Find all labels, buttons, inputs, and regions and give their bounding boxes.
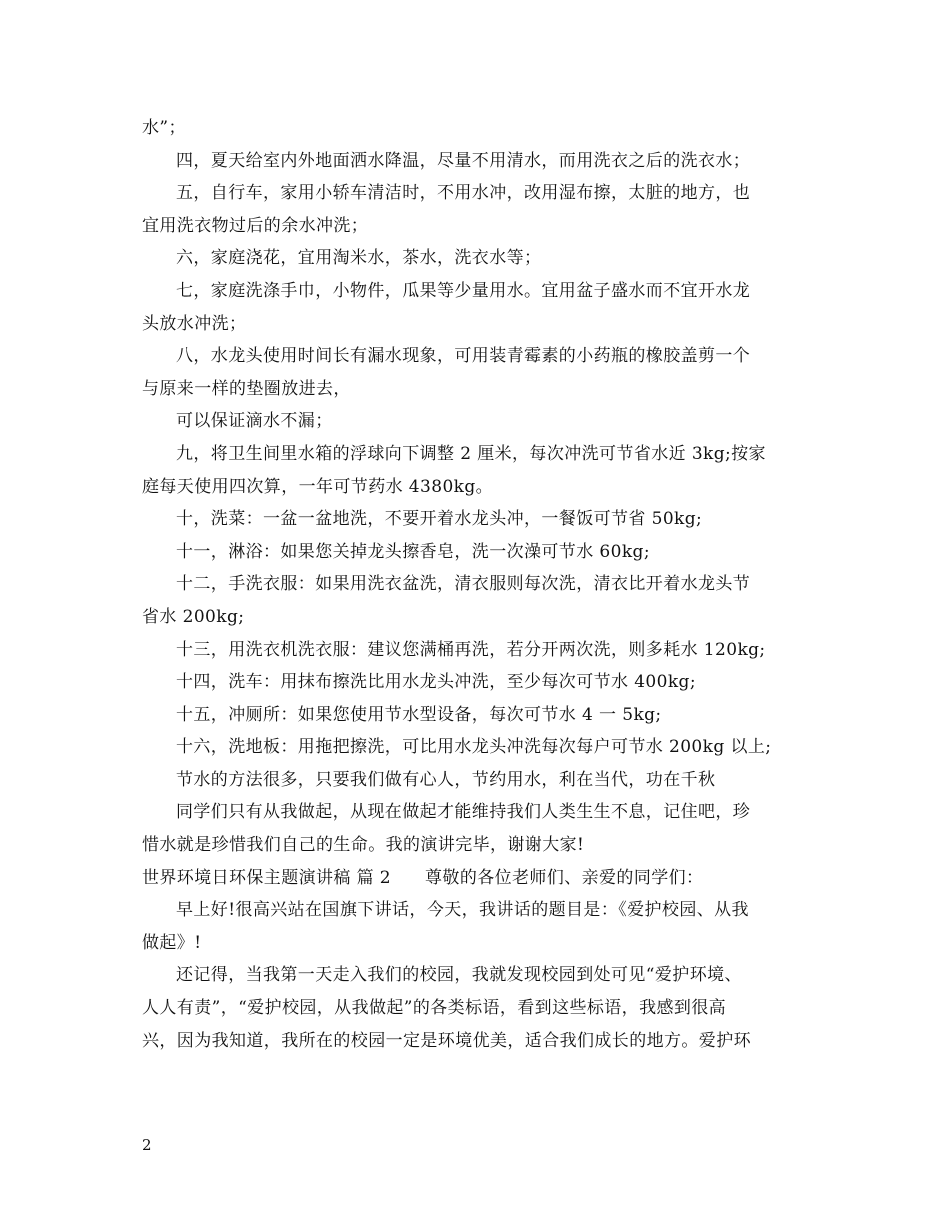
- text-line: 节水的方法很多，只要我们做有心人，节约用水，利在当代，功在千秋: [176, 769, 716, 790]
- text-line: 水”；: [142, 118, 186, 138]
- section-title-line: [142, 862, 812, 895]
- greeting-text: 尊敬的各位老师们、亲爱的同学们：: [425, 867, 704, 888]
- text-line: 十三，用洗衣机洗衣服：建议您满桶再洗，若分开两次洗，则多耗水 120kg;: [176, 639, 766, 660]
- paragraph-block: [142, 894, 812, 1057]
- text-line: 人人有责”，“爱护校园，从我做起”的各类标语，看到这些标语，我感到很高: [142, 998, 727, 1019]
- text-line: 五，自行车，家用小轿车清洁时，不用水冲，改用湿布擦，太脏的地方，也: [176, 183, 751, 204]
- text-line: 十一，淋浴：如果您关掉龙头擦香皂，洗一次澡可节水 60kg;: [176, 541, 650, 562]
- text-line: 惜水就是珍惜我们自己的生命。我的演讲完毕，谢谢大家!: [142, 835, 585, 856]
- text-line: 头放水冲洗；: [142, 313, 247, 334]
- paragraph-block: [142, 112, 812, 862]
- text-line: 七，家庭洗涤手巾，小物件，瓜果等少量用水。宜用盆子盛水而不宜开水龙: [176, 280, 751, 301]
- text-line: 十二，手洗衣服：如果用洗衣盆洗，清衣服则每次洗，清衣比开着水龙头节: [176, 574, 751, 595]
- text-line: 八，水龙头使用时间长有漏水现象，可用装青霉素的小药瓶的橡胶盖剪一个: [176, 346, 751, 367]
- text-line: 做起》!: [142, 932, 202, 953]
- text-line: 同学们只有从我做起，从现在做起才能维持我们人类生生不息，记住吧，珍: [176, 802, 751, 823]
- text-line: 庭每天使用四次算，一年可节药水 4380kg。: [142, 476, 494, 497]
- text-line: 早上好!很高兴站在国旗下讲话，今天，我讲话的题目是：《爱护校园、从我: [176, 900, 749, 921]
- text-line: 十，洗菜：一盆一盆地洗，不要开着水龙头冲，一餐饭可节省 50kg;: [176, 509, 703, 530]
- text-line: 还记得，当我第一天走入我们的校园，我就发现校园到处可见“爱护环境、: [176, 965, 742, 986]
- text-line: 与原来一样的垫圈放进去，: [142, 378, 351, 399]
- text-line: 六，家庭浇花，宜用淘米水，茶水，洗衣水等；: [176, 248, 542, 269]
- page-number: 2: [142, 1136, 152, 1154]
- text-line: 四，夏天给室内外地面洒水降温，尽量不用清水，而用洗衣之后的洗衣水；: [176, 150, 751, 171]
- text-line: 九，将卫生间里水箱的浮球向下调整 2 厘米，每次冲洗可节省水近 3kg;按家: [176, 443, 766, 464]
- text-line: 兴，因为我知道，我所在的校园一定是环境优美，适合我们成长的地方。爱护环: [142, 1030, 751, 1051]
- text-line: 省水 200kg;: [142, 606, 245, 627]
- text-line: 可以保证滴水不漏；: [176, 411, 333, 432]
- text-line: 十五，冲厕所：如果您使用节水型设备，每次可节水 4 一 5kg;: [176, 704, 662, 725]
- document-body: [142, 112, 812, 1057]
- text-line: 宜用洗衣物过后的余水冲洗；: [142, 215, 369, 236]
- text-line: 十六，洗地板：用拖把擦洗，可比用水龙头冲洗每次每户可节水 200kg 以上;: [176, 737, 772, 758]
- text-line: 十四，洗车：用抹布擦洗比用水龙头冲洗，至少每次可节水 400kg;: [176, 672, 696, 693]
- section-title: 世界环境日环保主题演讲稿 篇 2: [142, 867, 392, 888]
